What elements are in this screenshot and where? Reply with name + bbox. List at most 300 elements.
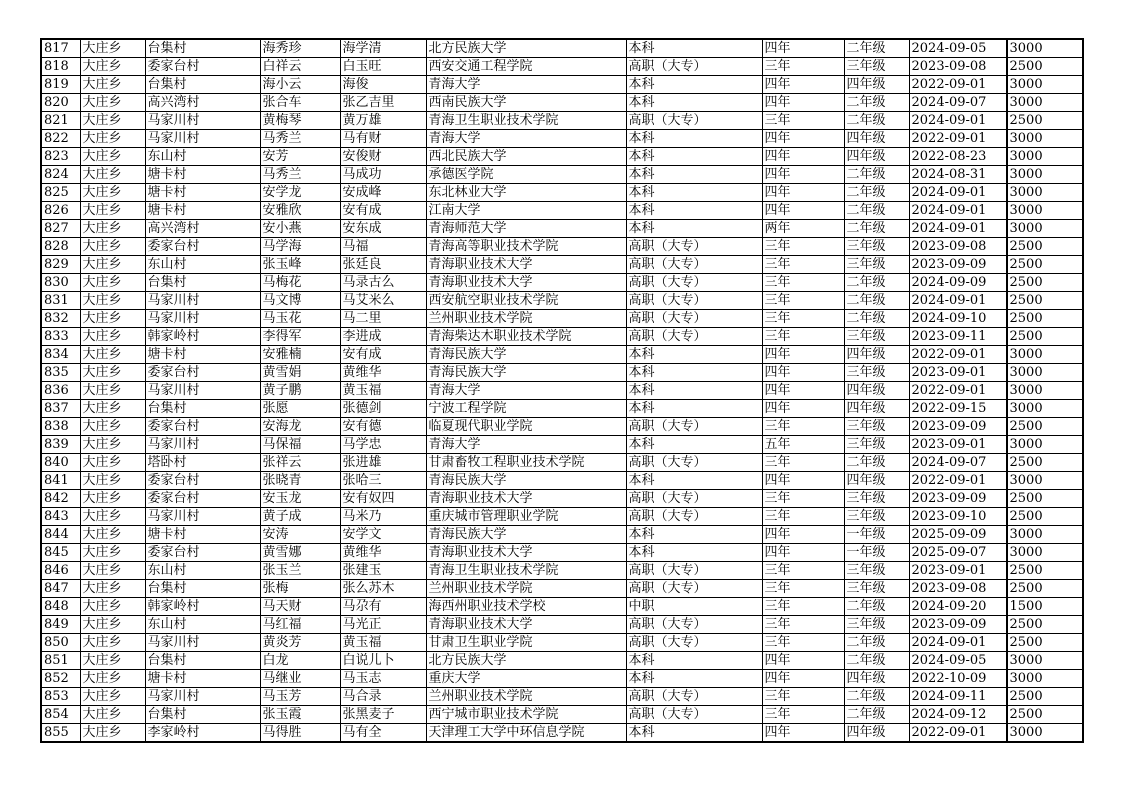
cell-township: 大庄乡 <box>80 580 145 598</box>
cell-student-name: 黄子成 <box>260 508 340 526</box>
cell-program-length: 四年 <box>762 670 844 688</box>
cell-enrollment-date: 2022-09-01 <box>909 724 1006 743</box>
cell-guardian-name: 马米乃 <box>340 508 426 526</box>
cell-program-length: 四年 <box>762 400 844 418</box>
cell-school-name: 青海卫生职业技术学院 <box>426 562 626 580</box>
cell-enrollment-date: 2024-09-01 <box>909 220 1006 238</box>
cell-school-name: 青海柴达木职业技术学院 <box>426 328 626 346</box>
cell-guardian-name: 白玉旺 <box>340 58 426 76</box>
cell-grade: 三年级 <box>844 364 909 382</box>
cell-village: 台集村 <box>145 400 260 418</box>
cell-education-level: 本科 <box>626 130 762 148</box>
cell-program-length: 两年 <box>762 220 844 238</box>
cell-enrollment-date: 2024-09-07 <box>909 94 1006 112</box>
cell-enrollment-date: 2024-09-01 <box>909 634 1006 652</box>
cell-program-length: 三年 <box>762 292 844 310</box>
cell-row-number: 832 <box>41 310 80 328</box>
cell-student-name: 张玉霞 <box>260 706 340 724</box>
cell-row-number: 820 <box>41 94 80 112</box>
cell-program-length: 四年 <box>762 652 844 670</box>
table-row <box>41 724 1083 743</box>
cell-enrollment-date: 2024-09-07 <box>909 454 1006 472</box>
cell-education-level: 高职（大专） <box>626 256 762 274</box>
cell-school-name: 西安交通工程学院 <box>426 58 626 76</box>
cell-guardian-name: 张乙吉里 <box>340 94 426 112</box>
cell-township: 大庄乡 <box>80 616 145 634</box>
cell-education-level: 高职（大专） <box>626 58 762 76</box>
cell-subsidy-amount: 3000 <box>1007 724 1083 743</box>
cell-row-number: 853 <box>41 688 80 706</box>
table-row <box>41 58 1083 76</box>
cell-subsidy-amount: 2500 <box>1007 688 1083 706</box>
cell-row-number: 833 <box>41 328 80 346</box>
cell-grade: 四年级 <box>844 76 909 94</box>
cell-school-name: 江南大学 <box>426 202 626 220</box>
cell-row-number: 818 <box>41 58 80 76</box>
cell-row-number: 843 <box>41 508 80 526</box>
cell-education-level: 高职（大专） <box>626 706 762 724</box>
table-row <box>41 130 1083 148</box>
table-row <box>41 148 1083 166</box>
cell-school-name: 甘肃卫生职业学院 <box>426 634 626 652</box>
cell-program-length: 三年 <box>762 508 844 526</box>
cell-township: 大庄乡 <box>80 562 145 580</box>
cell-subsidy-amount: 3000 <box>1007 472 1083 490</box>
cell-subsidy-amount: 2500 <box>1007 328 1083 346</box>
cell-guardian-name: 安学文 <box>340 526 426 544</box>
cell-enrollment-date: 2024-09-01 <box>909 292 1006 310</box>
cell-village: 台集村 <box>145 580 260 598</box>
cell-subsidy-amount: 3000 <box>1007 220 1083 238</box>
cell-village: 高兴湾村 <box>145 220 260 238</box>
cell-student-name: 马文博 <box>260 292 340 310</box>
cell-grade: 三年级 <box>844 508 909 526</box>
cell-enrollment-date: 2022-09-15 <box>909 400 1006 418</box>
cell-student-name: 马红福 <box>260 616 340 634</box>
cell-village: 委家台村 <box>145 544 260 562</box>
cell-school-name: 西南民族大学 <box>426 94 626 112</box>
cell-program-length: 四年 <box>762 346 844 364</box>
cell-township: 大庄乡 <box>80 382 145 400</box>
cell-subsidy-amount: 3000 <box>1007 364 1083 382</box>
cell-row-number: 834 <box>41 346 80 364</box>
cell-education-level: 高职（大专） <box>626 634 762 652</box>
cell-subsidy-amount: 3000 <box>1007 544 1083 562</box>
table-row <box>41 652 1083 670</box>
cell-grade: 三年级 <box>844 328 909 346</box>
cell-enrollment-date: 2022-09-01 <box>909 472 1006 490</box>
cell-student-name: 马继业 <box>260 670 340 688</box>
cell-student-name: 安雅欣 <box>260 202 340 220</box>
cell-subsidy-amount: 2500 <box>1007 562 1083 580</box>
cell-school-name: 宁波工程学院 <box>426 400 626 418</box>
cell-grade: 二年级 <box>844 292 909 310</box>
cell-township: 大庄乡 <box>80 652 145 670</box>
cell-township: 大庄乡 <box>80 490 145 508</box>
cell-program-length: 三年 <box>762 688 844 706</box>
cell-education-level: 高职（大专） <box>626 508 762 526</box>
cell-school-name: 甘肃畜牧工程职业技术学院 <box>426 454 626 472</box>
cell-school-name: 临夏现代职业学院 <box>426 418 626 436</box>
cell-village: 马家川村 <box>145 436 260 454</box>
cell-grade: 二年级 <box>844 274 909 292</box>
cell-township: 大庄乡 <box>80 724 145 743</box>
cell-township: 大庄乡 <box>80 130 145 148</box>
cell-subsidy-amount: 3000 <box>1007 39 1083 58</box>
cell-row-number: 846 <box>41 562 80 580</box>
cell-program-length: 三年 <box>762 490 844 508</box>
cell-education-level: 高职（大专） <box>626 616 762 634</box>
cell-row-number: 826 <box>41 202 80 220</box>
cell-village: 塘卡村 <box>145 670 260 688</box>
cell-enrollment-date: 2023-09-08 <box>909 58 1006 76</box>
cell-row-number: 854 <box>41 706 80 724</box>
cell-row-number: 825 <box>41 184 80 202</box>
cell-township: 大庄乡 <box>80 634 145 652</box>
cell-row-number: 845 <box>41 544 80 562</box>
cell-grade: 四年级 <box>844 148 909 166</box>
table-row <box>41 166 1083 184</box>
cell-township: 大庄乡 <box>80 454 145 472</box>
cell-grade: 四年级 <box>844 346 909 364</box>
cell-row-number: 831 <box>41 292 80 310</box>
table-body <box>41 39 1083 742</box>
cell-grade: 二年级 <box>844 310 909 328</box>
cell-village: 李家岭村 <box>145 724 260 743</box>
cell-enrollment-date: 2023-09-09 <box>909 256 1006 274</box>
cell-subsidy-amount: 3000 <box>1007 184 1083 202</box>
cell-township: 大庄乡 <box>80 346 145 364</box>
table-row <box>41 112 1083 130</box>
cell-row-number: 828 <box>41 238 80 256</box>
cell-program-length: 三年 <box>762 580 844 598</box>
cell-guardian-name: 张哈三 <box>340 472 426 490</box>
cell-guardian-name: 李进成 <box>340 328 426 346</box>
cell-township: 大庄乡 <box>80 436 145 454</box>
cell-village: 马家川村 <box>145 688 260 706</box>
cell-student-name: 安学龙 <box>260 184 340 202</box>
cell-education-level: 本科 <box>626 724 762 743</box>
cell-township: 大庄乡 <box>80 256 145 274</box>
cell-township: 大庄乡 <box>80 39 145 58</box>
cell-subsidy-amount: 2500 <box>1007 310 1083 328</box>
cell-grade: 二年级 <box>844 39 909 58</box>
cell-student-name: 黄雪娟 <box>260 364 340 382</box>
cell-grade: 三年级 <box>844 418 909 436</box>
cell-student-name: 黄炎芳 <box>260 634 340 652</box>
cell-student-name: 马秀兰 <box>260 130 340 148</box>
cell-row-number: 836 <box>41 382 80 400</box>
cell-education-level: 高职（大专） <box>626 238 762 256</box>
cell-village: 高兴湾村 <box>145 94 260 112</box>
cell-guardian-name: 安有德 <box>340 418 426 436</box>
cell-subsidy-amount: 2500 <box>1007 706 1083 724</box>
cell-education-level: 高职（大专） <box>626 580 762 598</box>
cell-row-number: 839 <box>41 436 80 454</box>
table-row <box>41 472 1083 490</box>
cell-student-name: 张晓青 <box>260 472 340 490</box>
cell-guardian-name: 马福 <box>340 238 426 256</box>
cell-grade: 三年级 <box>844 256 909 274</box>
cell-row-number: 850 <box>41 634 80 652</box>
table-row <box>41 292 1083 310</box>
cell-subsidy-amount: 3000 <box>1007 148 1083 166</box>
cell-village: 马家川村 <box>145 508 260 526</box>
cell-program-length: 四年 <box>762 364 844 382</box>
cell-guardian-name: 黄维华 <box>340 544 426 562</box>
cell-student-name: 安小燕 <box>260 220 340 238</box>
cell-row-number: 824 <box>41 166 80 184</box>
cell-enrollment-date: 2023-09-10 <box>909 508 1006 526</box>
cell-enrollment-date: 2023-09-08 <box>909 580 1006 598</box>
cell-program-length: 四年 <box>762 202 844 220</box>
cell-subsidy-amount: 3000 <box>1007 130 1083 148</box>
cell-program-length: 三年 <box>762 112 844 130</box>
cell-student-name: 安海龙 <box>260 418 340 436</box>
cell-enrollment-date: 2024-09-05 <box>909 652 1006 670</box>
cell-school-name: 北方民族大学 <box>426 652 626 670</box>
cell-education-level: 本科 <box>626 382 762 400</box>
cell-township: 大庄乡 <box>80 706 145 724</box>
cell-education-level: 本科 <box>626 526 762 544</box>
cell-subsidy-amount: 2500 <box>1007 454 1083 472</box>
cell-student-name: 马天财 <box>260 598 340 616</box>
cell-guardian-name: 张进雄 <box>340 454 426 472</box>
cell-grade: 二年级 <box>844 454 909 472</box>
table-row <box>41 670 1083 688</box>
table-row <box>41 220 1083 238</box>
cell-program-length: 四年 <box>762 39 844 58</box>
cell-township: 大庄乡 <box>80 184 145 202</box>
cell-grade: 三年级 <box>844 580 909 598</box>
cell-enrollment-date: 2024-08-31 <box>909 166 1006 184</box>
cell-education-level: 高职（大专） <box>626 454 762 472</box>
cell-school-name: 东北林业大学 <box>426 184 626 202</box>
cell-school-name: 天津理工大学中环信息学院 <box>426 724 626 743</box>
cell-grade: 二年级 <box>844 220 909 238</box>
cell-township: 大庄乡 <box>80 526 145 544</box>
cell-student-name: 黄梅琴 <box>260 112 340 130</box>
cell-school-name: 青海卫生职业技术学院 <box>426 112 626 130</box>
cell-township: 大庄乡 <box>80 310 145 328</box>
cell-village: 台集村 <box>145 39 260 58</box>
cell-guardian-name: 张廷良 <box>340 256 426 274</box>
cell-township: 大庄乡 <box>80 544 145 562</box>
cell-village: 韩家岭村 <box>145 598 260 616</box>
cell-student-name: 马梅花 <box>260 274 340 292</box>
cell-guardian-name: 马光正 <box>340 616 426 634</box>
table-row <box>41 256 1083 274</box>
cell-enrollment-date: 2023-09-01 <box>909 436 1006 454</box>
cell-grade: 四年级 <box>844 382 909 400</box>
cell-program-length: 三年 <box>762 598 844 616</box>
cell-row-number: 819 <box>41 76 80 94</box>
cell-student-name: 张玉峰 <box>260 256 340 274</box>
cell-village: 韩家岭村 <box>145 328 260 346</box>
cell-program-length: 四年 <box>762 130 844 148</box>
cell-grade: 四年级 <box>844 670 909 688</box>
cell-program-length: 三年 <box>762 310 844 328</box>
cell-school-name: 青海民族大学 <box>426 346 626 364</box>
cell-student-name: 白祥云 <box>260 58 340 76</box>
cell-row-number: 852 <box>41 670 80 688</box>
cell-program-length: 四年 <box>762 76 844 94</box>
cell-education-level: 本科 <box>626 436 762 454</box>
cell-grade: 二年级 <box>844 598 909 616</box>
cell-row-number: 837 <box>41 400 80 418</box>
cell-guardian-name: 白说儿卜 <box>340 652 426 670</box>
cell-township: 大庄乡 <box>80 472 145 490</box>
cell-grade: 四年级 <box>844 724 909 743</box>
cell-enrollment-date: 2024-09-11 <box>909 688 1006 706</box>
table-row <box>41 238 1083 256</box>
cell-guardian-name: 黄万雄 <box>340 112 426 130</box>
cell-program-length: 三年 <box>762 238 844 256</box>
cell-township: 大庄乡 <box>80 148 145 166</box>
cell-student-name: 张合车 <box>260 94 340 112</box>
cell-guardian-name: 安俊财 <box>340 148 426 166</box>
cell-guardian-name: 张德剑 <box>340 400 426 418</box>
cell-program-length: 四年 <box>762 724 844 743</box>
cell-student-name: 海秀珍 <box>260 39 340 58</box>
cell-row-number: 840 <box>41 454 80 472</box>
table-row <box>41 616 1083 634</box>
cell-enrollment-date: 2025-09-07 <box>909 544 1006 562</box>
cell-village: 东山村 <box>145 616 260 634</box>
cell-grade: 二年级 <box>844 652 909 670</box>
cell-school-name: 青海高等职业技术学院 <box>426 238 626 256</box>
cell-row-number: 855 <box>41 724 80 743</box>
cell-guardian-name: 安有奴四 <box>340 490 426 508</box>
cell-program-length: 三年 <box>762 454 844 472</box>
cell-enrollment-date: 2023-09-01 <box>909 562 1006 580</box>
cell-township: 大庄乡 <box>80 220 145 238</box>
cell-school-name: 青海职业技术大学 <box>426 256 626 274</box>
cell-village: 东山村 <box>145 148 260 166</box>
cell-row-number: 848 <box>41 598 80 616</box>
table-row <box>41 508 1083 526</box>
table-row <box>41 580 1083 598</box>
cell-school-name: 青海大学 <box>426 382 626 400</box>
cell-enrollment-date: 2022-09-01 <box>909 130 1006 148</box>
cell-row-number: 835 <box>41 364 80 382</box>
cell-program-length: 三年 <box>762 274 844 292</box>
cell-education-level: 高职（大专） <box>626 274 762 292</box>
cell-program-length: 三年 <box>762 256 844 274</box>
cell-grade: 二年级 <box>844 634 909 652</box>
cell-township: 大庄乡 <box>80 112 145 130</box>
cell-guardian-name: 马成功 <box>340 166 426 184</box>
cell-student-name: 海小云 <box>260 76 340 94</box>
table-row <box>41 526 1083 544</box>
cell-grade: 三年级 <box>844 436 909 454</box>
cell-school-name: 青海职业技术大学 <box>426 544 626 562</box>
cell-village: 塘卡村 <box>145 202 260 220</box>
cell-education-level: 本科 <box>626 202 762 220</box>
cell-school-name: 北方民族大学 <box>426 39 626 58</box>
cell-row-number: 842 <box>41 490 80 508</box>
cell-village: 马家川村 <box>145 112 260 130</box>
table-row <box>41 76 1083 94</box>
cell-school-name: 承德医学院 <box>426 166 626 184</box>
cell-township: 大庄乡 <box>80 328 145 346</box>
cell-village: 台集村 <box>145 76 260 94</box>
cell-student-name: 张愿 <box>260 400 340 418</box>
cell-education-level: 本科 <box>626 220 762 238</box>
cell-program-length: 三年 <box>762 418 844 436</box>
cell-village: 马家川村 <box>145 634 260 652</box>
cell-guardian-name: 马艾米么 <box>340 292 426 310</box>
cell-student-name: 张玉兰 <box>260 562 340 580</box>
cell-village: 塔卧村 <box>145 454 260 472</box>
table-row <box>41 346 1083 364</box>
cell-school-name: 青海职业技术大学 <box>426 616 626 634</box>
cell-education-level: 本科 <box>626 346 762 364</box>
cell-program-length: 三年 <box>762 58 844 76</box>
cell-guardian-name: 马尕有 <box>340 598 426 616</box>
cell-grade: 二年级 <box>844 184 909 202</box>
cell-program-length: 四年 <box>762 472 844 490</box>
cell-subsidy-amount: 2500 <box>1007 112 1083 130</box>
cell-program-length: 三年 <box>762 634 844 652</box>
cell-enrollment-date: 2024-09-01 <box>909 184 1006 202</box>
cell-subsidy-amount: 2500 <box>1007 274 1083 292</box>
table-row <box>41 364 1083 382</box>
cell-education-level: 本科 <box>626 76 762 94</box>
cell-education-level: 中职 <box>626 598 762 616</box>
table-row <box>41 598 1083 616</box>
cell-school-name: 重庆城市管理职业学院 <box>426 508 626 526</box>
cell-township: 大庄乡 <box>80 76 145 94</box>
cell-village: 塘卡村 <box>145 346 260 364</box>
cell-subsidy-amount: 2500 <box>1007 634 1083 652</box>
cell-township: 大庄乡 <box>80 418 145 436</box>
cell-guardian-name: 海俊 <box>340 76 426 94</box>
cell-education-level: 本科 <box>626 652 762 670</box>
cell-education-level: 高职（大专） <box>626 292 762 310</box>
cell-village: 台集村 <box>145 706 260 724</box>
cell-row-number: 841 <box>41 472 80 490</box>
cell-school-name: 青海职业技术大学 <box>426 490 626 508</box>
cell-program-length: 三年 <box>762 328 844 346</box>
cell-guardian-name: 马有全 <box>340 724 426 743</box>
cell-school-name: 西安航空职业技术学院 <box>426 292 626 310</box>
cell-education-level: 高职（大专） <box>626 562 762 580</box>
cell-enrollment-date: 2023-09-09 <box>909 418 1006 436</box>
cell-enrollment-date: 2024-09-01 <box>909 112 1006 130</box>
cell-guardian-name: 安成峰 <box>340 184 426 202</box>
cell-education-level: 高职（大专） <box>626 688 762 706</box>
cell-subsidy-amount: 2500 <box>1007 58 1083 76</box>
cell-guardian-name: 马二里 <box>340 310 426 328</box>
cell-education-level: 本科 <box>626 184 762 202</box>
table-row <box>41 436 1083 454</box>
cell-grade: 二年级 <box>844 166 909 184</box>
table-row <box>41 310 1083 328</box>
cell-education-level: 本科 <box>626 148 762 166</box>
table-row <box>41 202 1083 220</box>
table-row <box>41 39 1083 58</box>
cell-village: 塘卡村 <box>145 526 260 544</box>
cell-enrollment-date: 2024-09-01 <box>909 202 1006 220</box>
cell-village: 马家川村 <box>145 292 260 310</box>
table-row <box>41 94 1083 112</box>
cell-grade: 三年级 <box>844 58 909 76</box>
cell-guardian-name: 安东成 <box>340 220 426 238</box>
cell-township: 大庄乡 <box>80 508 145 526</box>
cell-grade: 三年级 <box>844 616 909 634</box>
cell-student-name: 马学海 <box>260 238 340 256</box>
